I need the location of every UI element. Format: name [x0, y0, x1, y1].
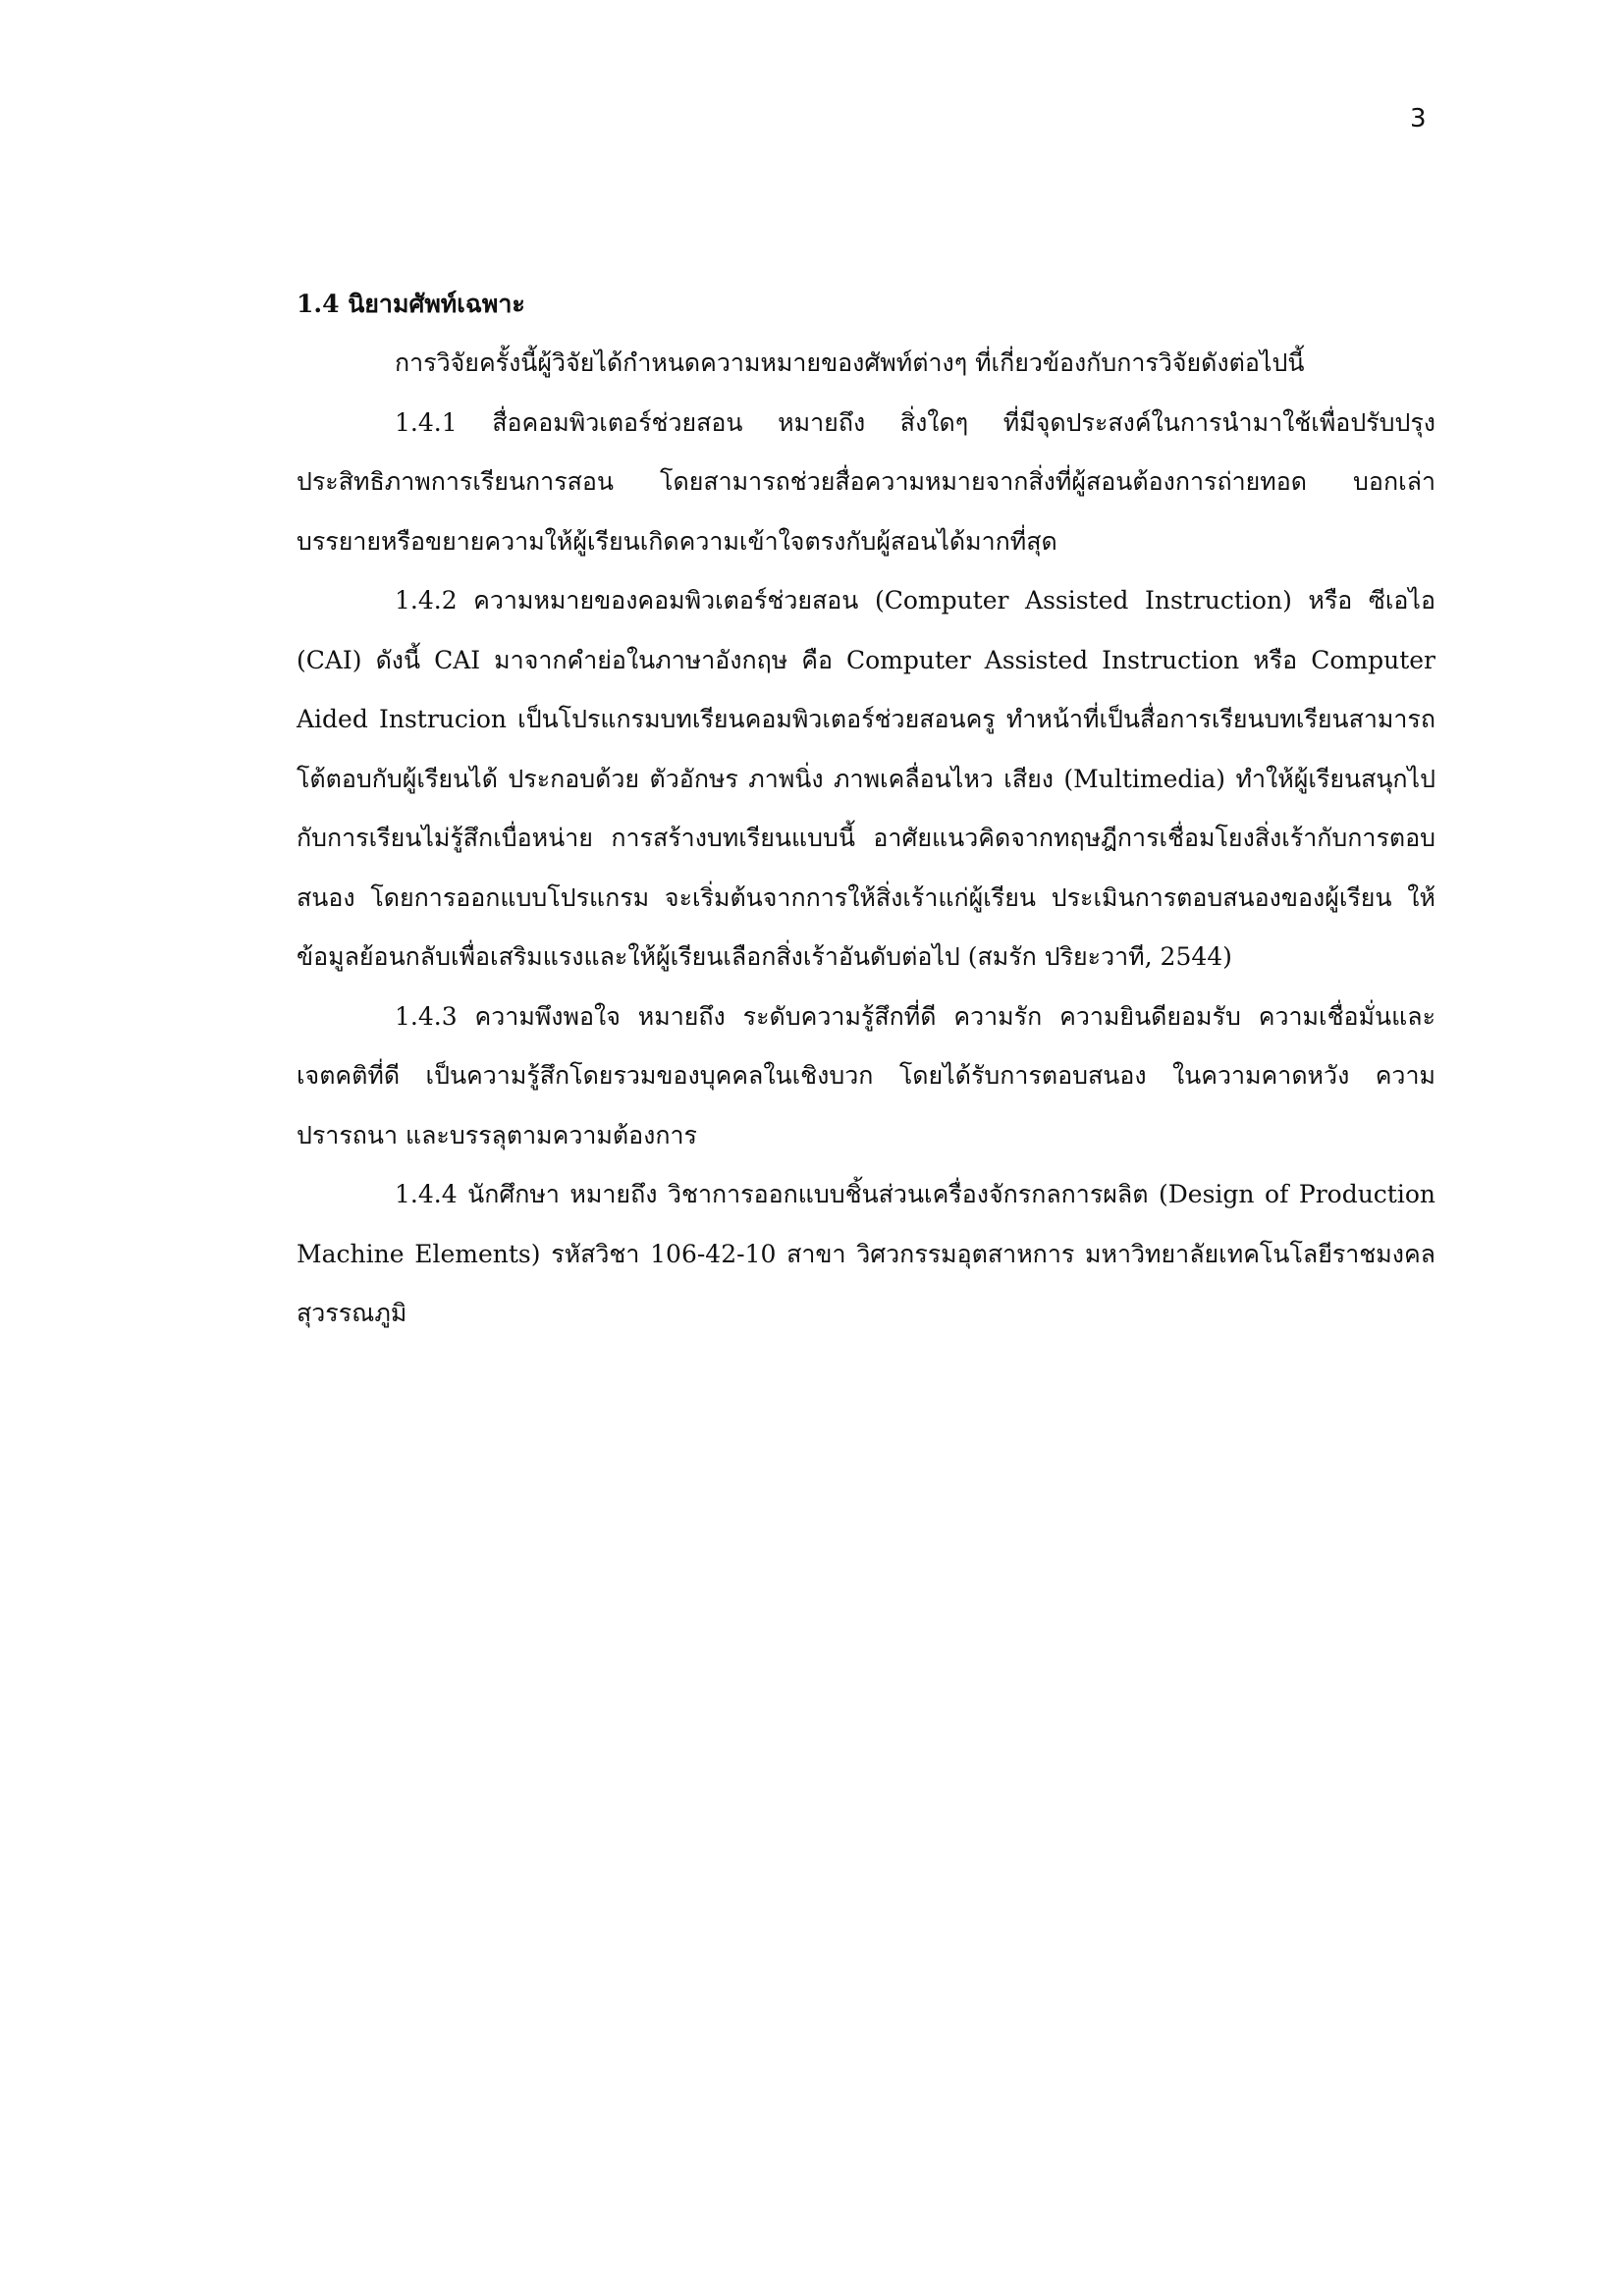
section-heading: 1.4 นิยามศัพท์เฉพาะ — [297, 290, 525, 318]
definition-1-4-3: 1.4.3 ความพึงพอใจ หมายถึง ระดับความรู้สึกที่ดี ความรัก ความยินดียอมรับ ความเชื่อมั่นและเจตคติที่ดี เป็นความรู้สึกโดยรวมของบุคคลในเชิงบวก โดยได้รับการตอบสนอง ในความคาดหวัง ความปรารถนา และบรรลุตามความต้องการ — [297, 1001, 1435, 1149]
definition-1-4-4: 1.4.4 นักศึกษา หมายถึง วิชาการออกแบบชิ้นส่วนเครื่องจักรกลการผลิต (Design of Production Machine Elements) รหัสวิชา 106-42-10 สาขา วิศวกรรมอุตสาหการ มหาวิทยาลัยเทคโนโลยีราชมงคลสุวรรณภูมิ — [297, 1180, 1435, 1327]
document-body — [297, 275, 1435, 1344]
definition-1-4-1: 1.4.1 สื่อคอมพิวเตอร์ช่วยสอน หมายถึง สิ่งใดๆ ที่มีจุดประสงค์ในการนำมาใช้เพื่อปรับปรุงประสิทธิภาพการเรียนการสอน โดยสามารถช่วยสื่อความหมายจากสิ่งที่ผู้สอนต้องการถ่ายทอด บอกเล่าบรรยายหรือขยายความให้ผู้เรียนเกิดความเข้าใจตรงกับผู้สอนได้มากที่สุด — [297, 407, 1435, 556]
definition-1-4-2: 1.4.2 ความหมายของคอมพิวเตอร์ช่วยสอน (Computer Assisted Instruction) หรือ ซีเอไอ (CAI) ดังนี้ CAI มาจากคำย่อในภาษาอังกฤษ คือ Computer Assisted Instruction หรือ Computer Aided Instrucion เป็นโปรแกรมบทเรียนคอมพิวเตอร์ช่วยสอนครู ทำหน้าที่เป็นสื่อการเรียนบทเรียนสามารถโต้ตอบกับผู้เรียนได้ ประกอบด้วย ตัวอักษร ภาพนิ่ง ภาพเคลื่อนไหว เสียง (Multimedia) ทำให้ผู้เรียนสนุกไปกับการเรียนไม่รู้สึกเบื่อหน่าย การสร้างบทเรียนแบบนี้ อาศัยแนวคิดจากทฤษฎีการเชื่อมโยงสิ่งเร้ากับการตอบสนอง โดยการออกแบบโปรแกรม จะเริ่มต้นจากการให้สิ่งเร้าแก่ผู้เรียน ประเมินการตอบสนองของผู้เรียน ให้ข้อมูลย้อนกลับเพื่อเสริมแรงและให้ผู้เรียนเลือกสิ่งเร้าอันดับต่อไป (สมรัก ปริยะวาที, 2544) — [297, 586, 1435, 971]
intro-paragraph: การวิจัยครั้งนี้ผู้วิจัยได้กำหนดความหมายของศัพท์ต่างๆ ที่เกี่ยวข้องกับการวิจัยดังต่อไปนี้ — [395, 348, 1305, 377]
page-number: 3 — [1410, 104, 1427, 133]
